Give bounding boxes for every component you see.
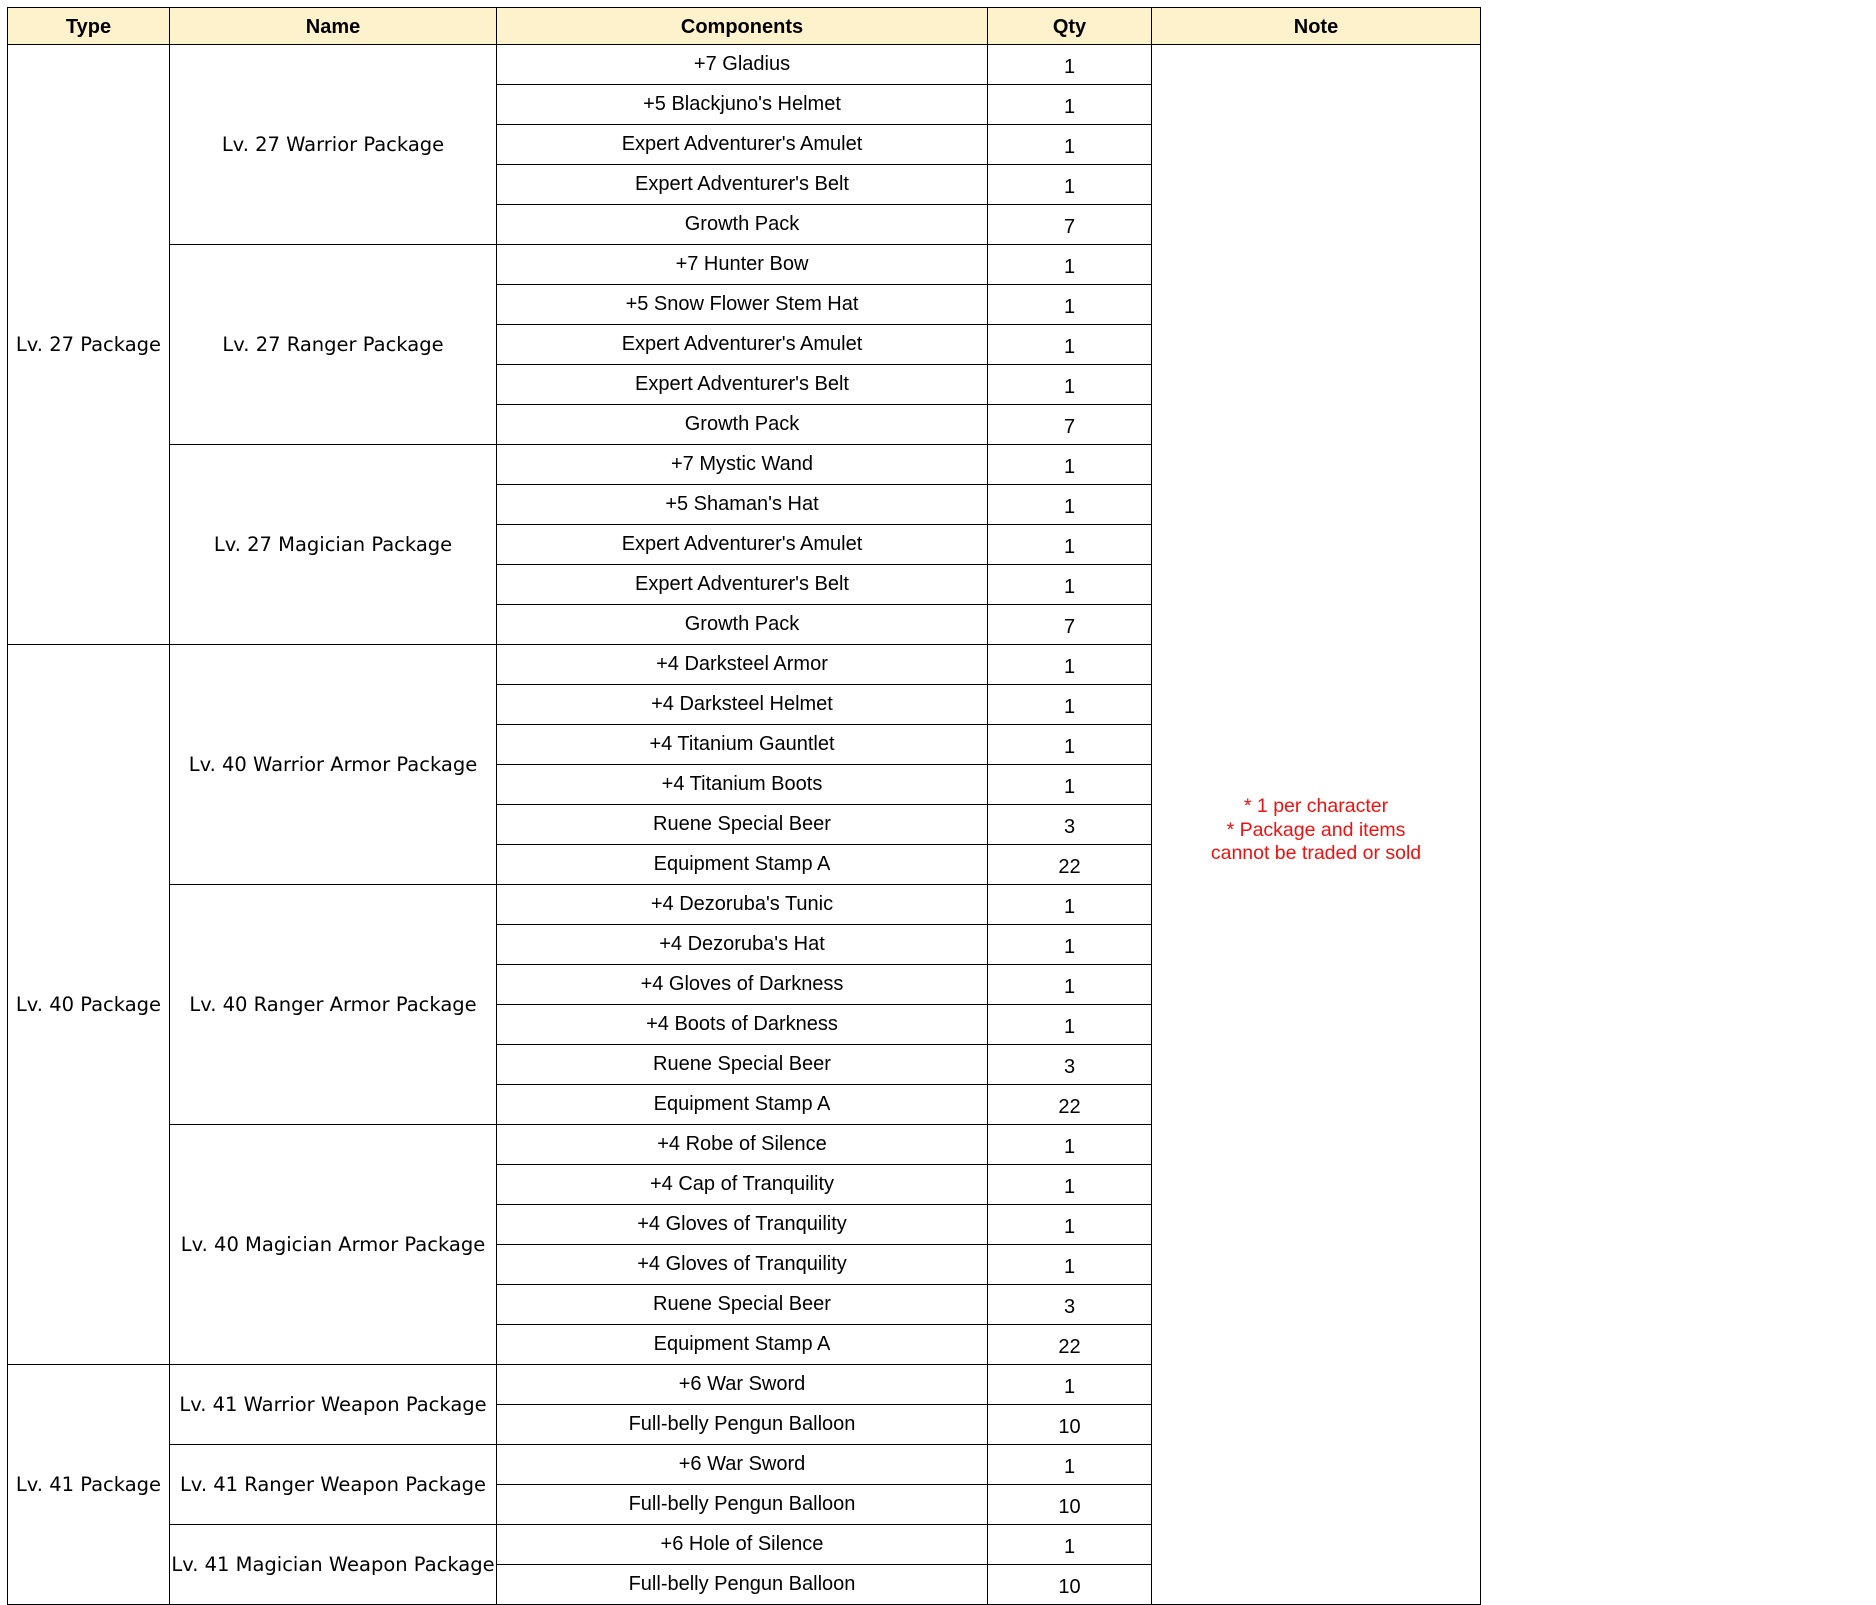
component-cell: Ruene Special Beer <box>497 805 988 845</box>
qty-cell: 1 <box>988 725 1152 765</box>
package-name-cell: Lv. 40 Magician Armor Package <box>170 1125 497 1365</box>
qty-cell: 3 <box>988 1285 1152 1325</box>
qty-cell: 1 <box>988 1205 1152 1245</box>
component-cell: +4 Titanium Boots <box>497 765 988 805</box>
qty-cell: 1 <box>988 325 1152 365</box>
component-cell: +4 Darksteel Armor <box>497 645 988 685</box>
qty-cell: 1 <box>988 645 1152 685</box>
qty-cell: 1 <box>988 1525 1152 1565</box>
component-cell: +4 Dezoruba's Tunic <box>497 885 988 925</box>
qty-cell: 10 <box>988 1565 1152 1605</box>
qty-cell: 1 <box>988 85 1152 125</box>
package-name-cell: Lv. 41 Warrior Weapon Package <box>170 1365 497 1445</box>
component-cell: Expert Adventurer's Amulet <box>497 125 988 165</box>
component-cell: +4 Gloves of Tranquility <box>497 1245 988 1285</box>
qty-cell: 1 <box>988 765 1152 805</box>
component-cell: +4 Cap of Tranquility <box>497 1165 988 1205</box>
qty-cell: 1 <box>988 165 1152 205</box>
qty-cell: 1 <box>988 1125 1152 1165</box>
package-name-cell: Lv. 41 Ranger Weapon Package <box>170 1445 497 1525</box>
package-name-cell: Lv. 27 Ranger Package <box>170 245 497 445</box>
component-cell: +4 Robe of Silence <box>497 1125 988 1165</box>
package-name-cell: Lv. 27 Warrior Package <box>170 45 497 245</box>
component-cell: Expert Adventurer's Belt <box>497 365 988 405</box>
header-row <box>8 8 1481 45</box>
qty-cell: 1 <box>988 1165 1152 1205</box>
component-cell: +4 Gloves of Tranquility <box>497 1205 988 1245</box>
qty-cell: 22 <box>988 845 1152 885</box>
component-cell: +7 Mystic Wand <box>497 445 988 485</box>
header-type: Type <box>8 8 170 45</box>
package-name-cell: Lv. 40 Warrior Armor Package <box>170 645 497 885</box>
component-cell: +4 Boots of Darkness <box>497 1005 988 1045</box>
component-cell: +6 War Sword <box>497 1445 988 1485</box>
component-cell: +4 Dezoruba's Hat <box>497 925 988 965</box>
qty-cell: 1 <box>988 445 1152 485</box>
component-cell: Equipment Stamp A <box>497 1325 988 1365</box>
qty-cell: 1 <box>988 885 1152 925</box>
component-cell: Expert Adventurer's Amulet <box>497 525 988 565</box>
note-cell <box>1152 45 1481 1605</box>
header-note: Note <box>1152 8 1481 45</box>
qty-cell: 1 <box>988 565 1152 605</box>
package-name-cell: Lv. 27 Magician Package <box>170 445 497 645</box>
component-cell: +6 War Sword <box>497 1365 988 1405</box>
component-cell: Full-belly Pengun Balloon <box>497 1485 988 1525</box>
component-cell: +5 Snow Flower Stem Hat <box>497 285 988 325</box>
component-cell: Expert Adventurer's Belt <box>497 565 988 605</box>
component-cell: +4 Gloves of Darkness <box>497 965 988 1005</box>
qty-cell: 1 <box>988 485 1152 525</box>
note-line: * 1 per character <box>1243 795 1389 818</box>
type-cell: Lv. 40 Package <box>8 645 170 1365</box>
qty-cell: 1 <box>988 1365 1152 1405</box>
type-cell: Lv. 41 Package <box>8 1365 170 1605</box>
qty-cell: 1 <box>988 245 1152 285</box>
qty-cell: 3 <box>988 1045 1152 1085</box>
qty-cell: 1 <box>988 45 1152 85</box>
component-cell: Full-belly Pengun Balloon <box>497 1405 988 1445</box>
package-name-cell: Lv. 41 Magician Weapon Package <box>170 1525 497 1605</box>
component-cell: Expert Adventurer's Amulet <box>497 325 988 365</box>
header-components: Components <box>497 8 988 45</box>
qty-cell: 1 <box>988 1445 1152 1485</box>
qty-cell: 7 <box>988 205 1152 245</box>
type-cell: Lv. 27 Package <box>8 45 170 645</box>
component-cell: Expert Adventurer's Belt <box>497 165 988 205</box>
table-header <box>8 8 1481 45</box>
qty-cell: 1 <box>988 525 1152 565</box>
component-cell: Growth Pack <box>497 205 988 245</box>
table-body <box>8 45 1481 1605</box>
qty-cell: 22 <box>988 1085 1152 1125</box>
qty-cell: 1 <box>988 125 1152 165</box>
qty-cell: 3 <box>988 805 1152 845</box>
note-line: * Package and items <box>1226 818 1406 841</box>
qty-cell: 1 <box>988 1245 1152 1285</box>
qty-cell: 22 <box>988 1325 1152 1365</box>
qty-cell: 10 <box>988 1485 1152 1525</box>
qty-cell: 10 <box>988 1405 1152 1445</box>
component-cell: Ruene Special Beer <box>497 1045 988 1085</box>
qty-cell: 1 <box>988 685 1152 725</box>
qty-cell: 7 <box>988 405 1152 445</box>
qty-cell: 1 <box>988 965 1152 1005</box>
component-cell: +7 Hunter Bow <box>497 245 988 285</box>
component-cell: +4 Titanium Gauntlet <box>497 725 988 765</box>
table-row <box>8 45 1481 85</box>
component-cell: Growth Pack <box>497 405 988 445</box>
component-cell: Equipment Stamp A <box>497 1085 988 1125</box>
qty-cell: 1 <box>988 925 1152 965</box>
qty-cell: 1 <box>988 365 1152 405</box>
component-cell: +7 Gladius <box>497 45 988 85</box>
header-name: Name <box>170 8 497 45</box>
component-cell: +6 Hole of Silence <box>497 1525 988 1565</box>
component-cell: +4 Darksteel Helmet <box>497 685 988 725</box>
header-qty: Qty <box>988 8 1152 45</box>
component-cell: +5 Blackjuno's Helmet <box>497 85 988 125</box>
component-cell: Ruene Special Beer <box>497 1285 988 1325</box>
qty-cell: 1 <box>988 285 1152 325</box>
package-table <box>7 7 1481 1605</box>
package-name-cell: Lv. 40 Ranger Armor Package <box>170 885 497 1125</box>
note-line: cannot be traded or sold <box>1210 842 1422 865</box>
component-cell: Full-belly Pengun Balloon <box>497 1565 988 1605</box>
component-cell: Equipment Stamp A <box>497 845 988 885</box>
component-cell: +5 Shaman's Hat <box>497 485 988 525</box>
component-cell: Growth Pack <box>497 605 988 645</box>
qty-cell: 7 <box>988 605 1152 645</box>
qty-cell: 1 <box>988 1005 1152 1045</box>
